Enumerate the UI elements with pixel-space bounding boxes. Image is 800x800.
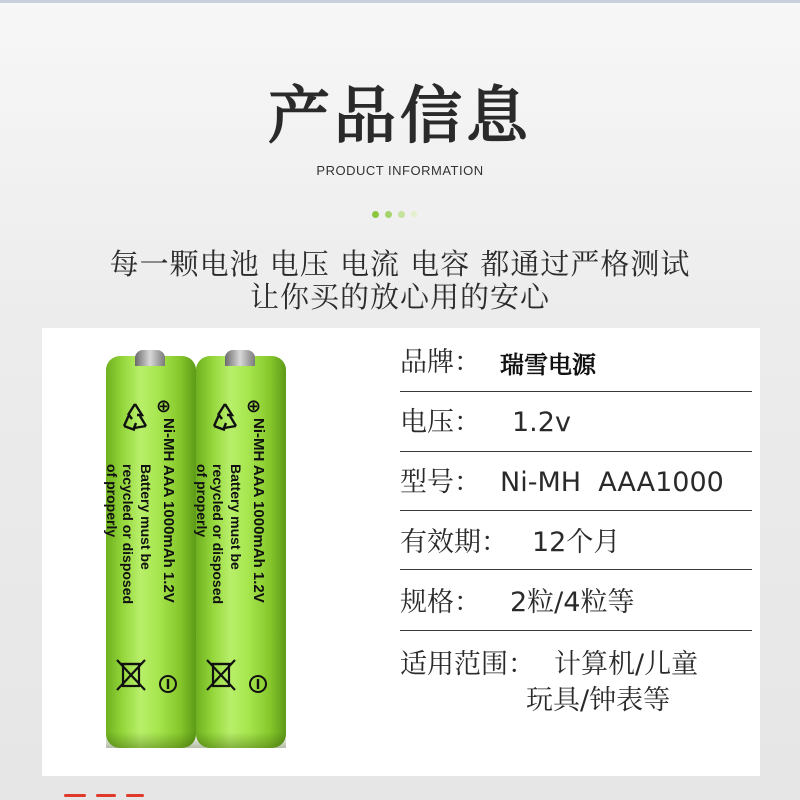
page-title: 产品信息: [267, 79, 532, 152]
dot-2: [385, 211, 392, 218]
positive-terminal-cap: [135, 350, 165, 366]
plus-terminal-icon: ⊕: [246, 396, 262, 417]
crossed-bin-icon: [114, 656, 148, 694]
recycle-icon: [118, 400, 152, 434]
red-mark-1: [64, 794, 86, 797]
battery-image-left: [106, 356, 196, 748]
minus-terminal-icon: [158, 674, 178, 694]
spec-divider: [400, 569, 752, 570]
battery-notice-1: Battery must be: [138, 464, 154, 570]
dot-1: [372, 211, 379, 218]
battery-notice-2: recycled or disposed: [210, 464, 226, 605]
battery-chem-label: Ni-MH AAA 1000mAh 1.2V: [160, 418, 177, 603]
spec-value: 计算机/儿童: [554, 649, 699, 680]
spec-divider: [400, 510, 752, 511]
recycle-icon: [208, 400, 242, 434]
dot-4: [411, 211, 417, 217]
spec-label: 有效期：: [400, 527, 508, 558]
battery-notice-3: of properly: [194, 464, 210, 538]
plus-terminal-icon: ⊕: [156, 396, 172, 417]
minus-terminal-icon: [248, 674, 268, 694]
spec-label: 规格：: [400, 587, 481, 618]
crossed-bin-icon: [204, 656, 238, 694]
spec-value: 瑞雪电源: [500, 350, 596, 379]
battery-image-right: [196, 356, 286, 748]
positive-terminal-cap: [225, 350, 255, 366]
tagline-line-1: 每一颗电池 电压 电流 电容 都通过严格测试: [109, 247, 691, 281]
spec-label: 电压：: [400, 407, 481, 438]
dot-3: [398, 211, 405, 218]
spec-divider: [400, 391, 752, 392]
bottom-red-marks: [60, 792, 150, 800]
red-mark-2: [96, 794, 116, 797]
spec-divider: [400, 630, 752, 631]
battery-notice-2: recycled or disposed: [120, 464, 136, 605]
red-mark-3: [126, 794, 144, 797]
battery-notice-1: Battery must be: [228, 464, 244, 570]
tagline-line-2: 让你买的放心用的安心: [249, 280, 550, 314]
spec-label: 品牌：: [400, 347, 481, 378]
battery-bottom-shade: [106, 732, 196, 748]
spec-value: 2粒/4粒等: [510, 587, 635, 618]
spec-value: 12个月: [532, 527, 621, 558]
battery-notice-3: of properly: [104, 464, 120, 538]
page-subtitle: PRODUCT INFORMATION: [316, 163, 484, 178]
spec-label: 适用范围：: [400, 649, 535, 680]
spec-value: Ni-MH AAA1000: [500, 467, 724, 498]
spec-divider: [400, 451, 752, 452]
spec-value: 1.2v: [512, 407, 571, 438]
battery-chem-label: Ni-MH AAA 1000mAh 1.2V: [250, 418, 267, 603]
spec-value-line2: 玩具/钟表等: [526, 685, 671, 716]
battery-bottom-shade: [196, 732, 286, 748]
spec-label: 型号：: [400, 467, 481, 498]
top-border-line: [0, 0, 800, 3]
